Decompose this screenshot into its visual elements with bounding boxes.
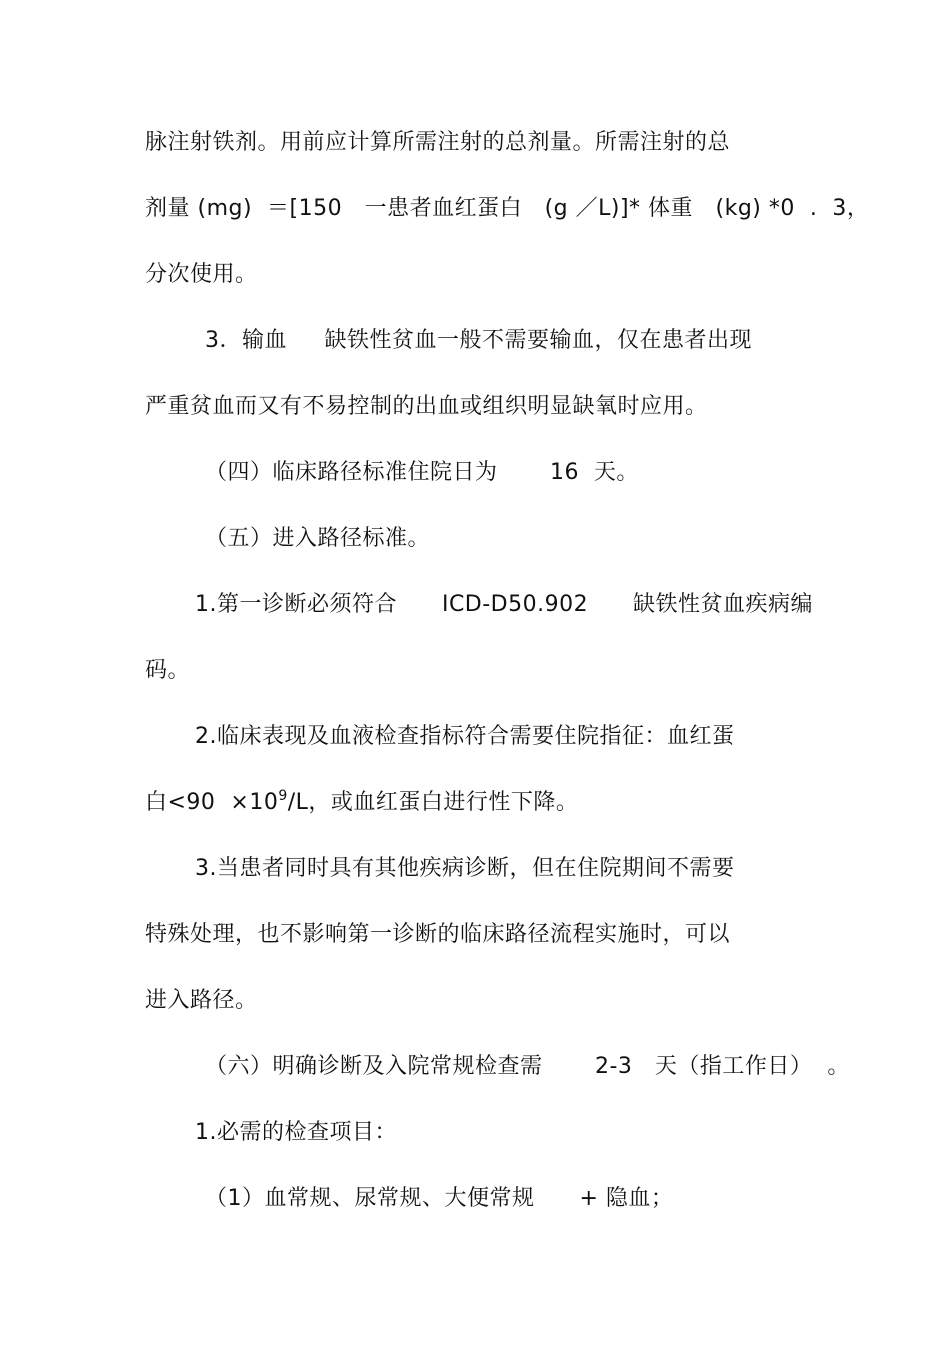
text-line: 码。	[145, 658, 191, 683]
hb-before: 白<90 ×10	[145, 790, 279, 815]
text-line: 1.第一诊断必须符合 ICD-D50.902 缺铁性贫血疾病编	[195, 592, 814, 617]
text-line: 剂量 (mg) ＝[150 一患者血红蛋白 (g ／L)]* 体重 (kg) *0 . 3，	[145, 196, 870, 221]
hb-exponent: 9	[278, 788, 288, 804]
text-line: 分次使用。	[145, 262, 258, 287]
text-line-hemoglobin	[145, 788, 578, 818]
text-line: 特殊处理，也不影响第一诊断的临床路径流程实施时，可以	[145, 922, 731, 947]
text-line: 进入路径。	[145, 988, 258, 1013]
text-line: （1）血常规、尿常规、大便常规 + 隐血；	[205, 1186, 674, 1211]
text-line: （四）临床路径标准住院日为 16 天。	[205, 460, 639, 485]
text-line: 2.临床表现及血液检查指标符合需要住院指征：血红蛋	[195, 724, 735, 749]
text-line: （六）明确诊断及入院常规检查需 2-3 天（指工作日） 。	[205, 1054, 850, 1079]
text-line: 3.当患者同时具有其他疾病诊断，但在住院期间不需要	[195, 856, 735, 881]
text-line: （五）进入路径标准。	[205, 526, 431, 551]
text-line: 严重贫血而又有不易控制的出血或组织明显缺氧时应用。	[145, 394, 708, 419]
text-line: 脉注射铁剂。用前应计算所需注射的总剂量。所需注射的总	[145, 130, 731, 155]
text-line: 3．输血 缺铁性贫血一般不需要输血，仅在患者出现	[205, 328, 752, 353]
text-line: 1.必需的检查项目：	[195, 1120, 397, 1145]
hb-after: /L，或血红蛋白进行性下降。	[287, 790, 579, 815]
